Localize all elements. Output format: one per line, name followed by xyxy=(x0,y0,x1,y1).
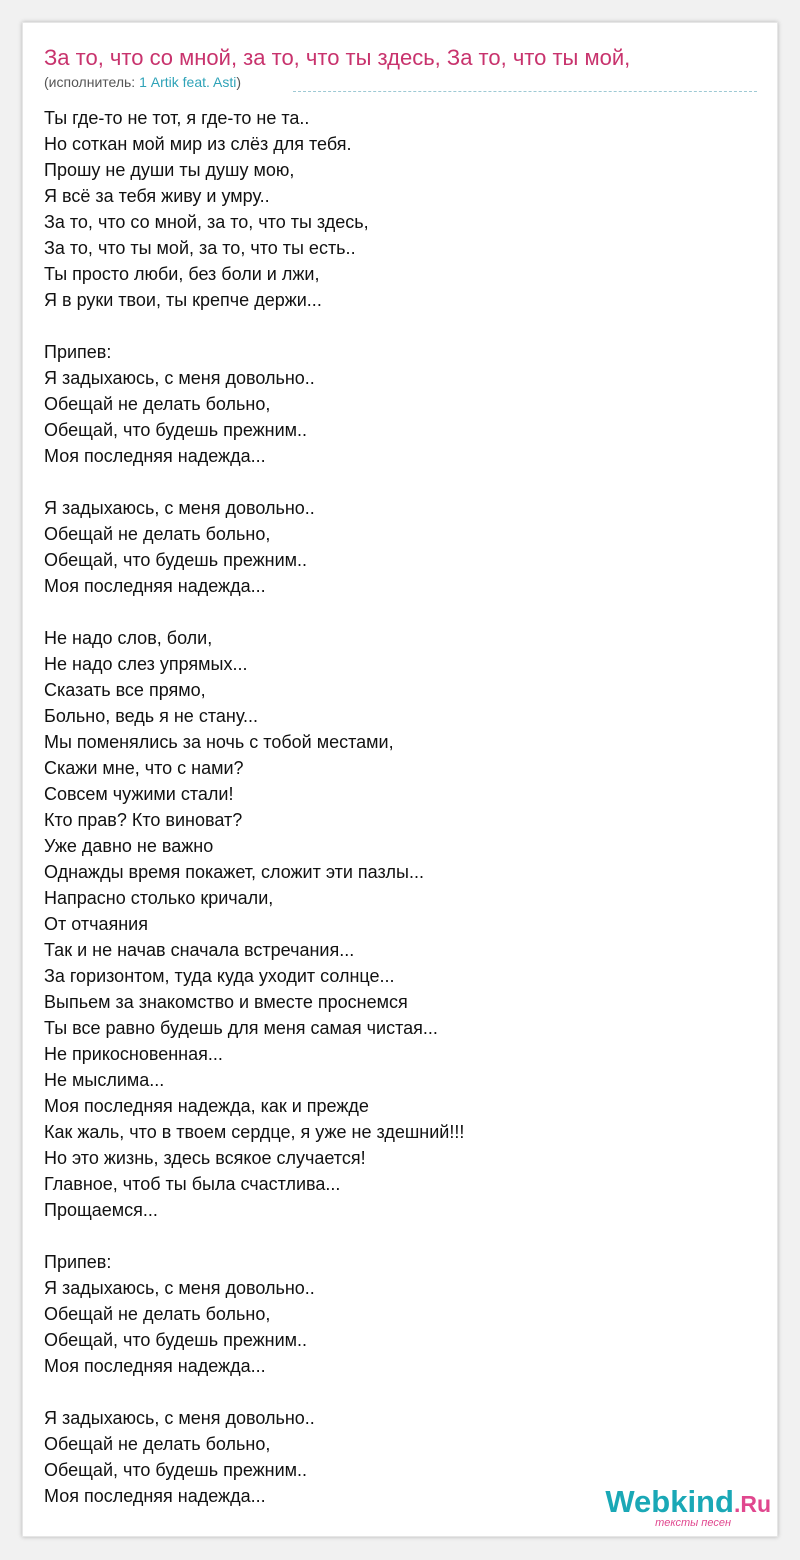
lyric-line: Моя последняя надежда, как и прежде xyxy=(44,1096,369,1116)
lyric-line: Совсем чужими стали! xyxy=(44,784,234,804)
lyric-line: Не мыслима... xyxy=(44,1070,165,1090)
song-title: За то, что со мной, за то, что ты здесь, За то, что ты мой, xyxy=(44,45,631,70)
lyric-line: Обещай не делать больно, xyxy=(44,524,271,544)
logo-word: Webkind xyxy=(605,1484,734,1519)
artist-link[interactable]: 1 Artik feat. Asti xyxy=(139,74,237,90)
lyric-line: Я задыхаюсь, с меня довольно.. xyxy=(44,498,315,518)
lyric-line: Ты где-то не тот, я где-то не та.. xyxy=(44,108,310,128)
lyric-line: Сказать все прямо, xyxy=(44,680,206,700)
lyric-line: Я всё за тебя живу и умру.. xyxy=(44,186,270,206)
lyric-line: За то, что со мной, за то, что ты здесь, xyxy=(44,212,369,232)
artist-line xyxy=(44,73,241,91)
lyric-line: Обещай не делать больно, xyxy=(44,1304,271,1324)
lyric-line: Я в руки твои, ты крепче держи... xyxy=(44,290,322,310)
lyric-line: Обещай, что будешь прежним.. xyxy=(44,1330,308,1350)
lyric-line: Скажи мне, что с нами? xyxy=(44,758,244,778)
lyric-line: Однажды время покажет, сложит эти пазлы... xyxy=(44,862,424,882)
lyric-line: Мы поменялись за ночь с тобой местами, xyxy=(44,732,394,752)
lyric-line: Главное, чтоб ты была счастлива... xyxy=(44,1174,341,1194)
lyric-line: Моя последняя надежда... xyxy=(44,1486,266,1506)
lyric-line: Но соткан мой мир из слёз для тебя. xyxy=(44,134,352,154)
lyric-line: Ты просто люби, без боли и лжи, xyxy=(44,264,320,284)
lyric-line: Выпьем за знакомство и вместе проснемся xyxy=(44,992,408,1012)
lyric-blank-line xyxy=(44,313,744,339)
lyric-line: Припев: xyxy=(44,1252,112,1272)
artist-suffix: ) xyxy=(236,74,242,90)
lyric-line: За то, что ты мой, за то, что ты есть.. xyxy=(44,238,356,258)
lyric-line: Моя последняя надежда... xyxy=(44,446,266,466)
lyric-blank-line xyxy=(44,1223,744,1249)
lyric-line: Обещай не делать больно, xyxy=(44,394,271,414)
lyric-line: Прошу не души ты душу мою, xyxy=(44,160,295,180)
lyric-line: Обещай, что будешь прежним.. xyxy=(44,550,308,570)
title-divider xyxy=(293,91,757,92)
lyric-line: От отчаяния xyxy=(44,914,148,934)
lyric-line: Напрасно столько кричали, xyxy=(44,888,274,908)
lyric-line: Я задыхаюсь, с меня довольно.. xyxy=(44,368,315,388)
lyric-line: Обещай, что будешь прежним.. xyxy=(44,420,308,440)
lyric-line: Обещай не делать больно, xyxy=(44,1434,271,1454)
lyric-line: Но это жизнь, здесь всякое случается! xyxy=(44,1148,366,1168)
lyric-line: Кто прав? Кто виноват? xyxy=(44,810,243,830)
site-logo[interactable] xyxy=(581,1484,771,1532)
lyric-line: Моя последняя надежда... xyxy=(44,1356,266,1376)
lyric-line: Моя последняя надежда... xyxy=(44,576,266,596)
lyric-line: За горизонтом, туда куда уходит солнце... xyxy=(44,966,395,986)
lyric-line: Ты все равно будешь для меня самая чистая... xyxy=(44,1018,438,1038)
lyric-line: Уже давно не важно xyxy=(44,836,214,856)
lyric-line: Как жаль, что в твоем сердце, я уже не здешний!!! xyxy=(44,1122,465,1142)
lyric-line: Так и не начав сначала встречания... xyxy=(44,940,355,960)
lyrics-card xyxy=(22,22,778,1537)
lyric-line: Обещай, что будешь прежним.. xyxy=(44,1460,308,1480)
artist-prefix: (исполнитель: xyxy=(44,74,140,90)
logo-tagline: тексты песен xyxy=(655,1517,731,1529)
lyric-blank-line xyxy=(44,469,744,495)
lyric-blank-line xyxy=(44,599,744,625)
lyric-line: Не прикосновенная... xyxy=(44,1044,223,1064)
lyric-line: Не надо слов, боли, xyxy=(44,628,213,648)
lyrics-text xyxy=(44,105,744,1509)
lyric-blank-line xyxy=(44,1379,744,1405)
lyric-line: Прощаемся... xyxy=(44,1200,158,1220)
logo-tld: .Ru xyxy=(733,1491,771,1517)
lyric-line: Я задыхаюсь, с меня довольно.. xyxy=(44,1278,315,1298)
lyric-line: Я задыхаюсь, с меня довольно.. xyxy=(44,1408,315,1428)
lyric-line: Припев: xyxy=(44,342,112,362)
lyric-line: Не надо слез упрямых... xyxy=(44,654,248,674)
lyric-line: Больно, ведь я не стану... xyxy=(44,706,259,726)
